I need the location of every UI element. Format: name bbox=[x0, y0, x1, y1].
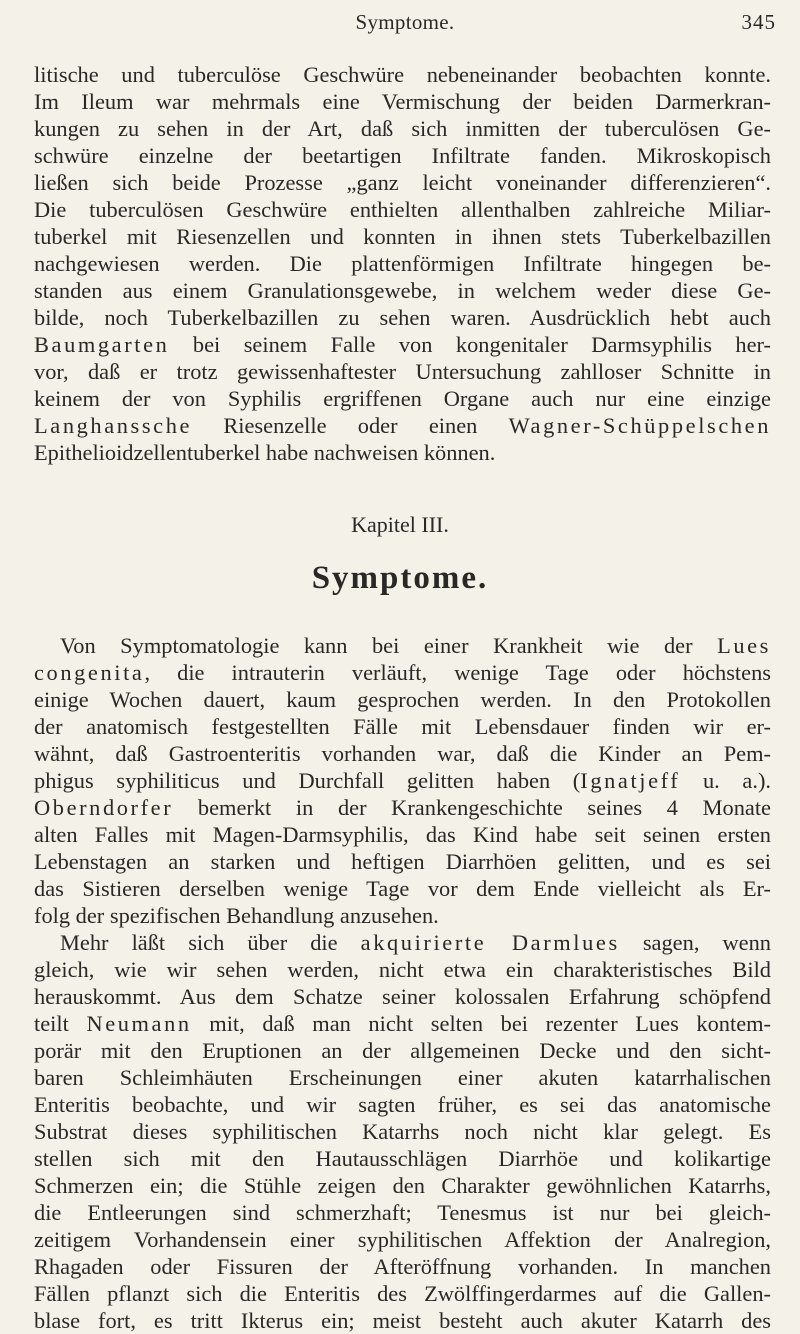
text-line: litische und tuberculöse Geschwüre nebeneinander beobachten konnte. bbox=[34, 62, 771, 87]
text-line: zeitigem Vorhandensein einer syphilitischen Affektion der Analregion, bbox=[34, 1227, 771, 1252]
spaced-term: akquirierte Darmlues bbox=[360, 930, 620, 955]
text-line: Lebenstagen an starken und heftigen Diarrhöen gelitten, und es sei bbox=[34, 849, 771, 874]
text-line: Mehr läßt sich über die akquirierte Darmlues sagen, wenn bbox=[60, 930, 771, 955]
author-name: Wagner-Schüppelschen bbox=[508, 413, 771, 438]
text-line: teilt Neumann mit, daß man nicht selten bei rezenter Lues kontem- bbox=[34, 1011, 772, 1036]
text-line: Im Ileum war mehrmals eine Vermischung der beiden Darmerkran- bbox=[34, 89, 771, 114]
author-name: Langhanssche bbox=[34, 413, 193, 438]
text-line: Substrat dieses syphilitischen Katarrhs noch nicht klar gelegt. Es bbox=[34, 1119, 771, 1144]
text-line: Die tuberculösen Geschwüre enthielten allenthalben zahlreiche Miliar- bbox=[34, 197, 771, 222]
author-name: Neumann bbox=[86, 1011, 192, 1036]
text-line: phigus syphiliticus und Durchfall gelitten haben (Ignatjeff u. a.). bbox=[34, 768, 772, 793]
text-line: Schmerzen ein; die Stühle zeigen den Charakter gewöhnlichen Katarrhs, bbox=[34, 1173, 771, 1198]
text-line: vor, daß er trotz gewissenhaftester Untersuchung zahlloser Schnitte in bbox=[34, 359, 771, 384]
text-line: das Sistieren derselben wenige Tage vor dem Ende vielleicht als Er- bbox=[34, 876, 771, 901]
text-line: wähnt, daß Gastroenteritis vorhanden war, daß die Kinder an Pem- bbox=[34, 741, 771, 766]
text-line: herauskommt. Aus dem Schatze seiner kolossalen Erfahrung schöpfend bbox=[34, 984, 771, 1009]
text-line: gleich, wie wir sehen werden, nicht etwa ein charakteristisches Bild bbox=[34, 957, 771, 982]
text-line: alten Falles mit Magen-Darmsyphilis, das Kind habe seit seinen ersten bbox=[34, 822, 771, 847]
page-number: 345 bbox=[741, 10, 776, 34]
text-line: congenita, die intrauterin verläuft, wenige Tage oder höchstens bbox=[34, 660, 771, 685]
text-line: Epithelioidzellentuberkel habe nachweisen können. bbox=[34, 440, 496, 465]
spaced-term: Lues bbox=[717, 633, 771, 658]
author-name: Baumgarten bbox=[34, 332, 170, 357]
text-line: folg der spezifischen Behandlung anzusehen. bbox=[34, 903, 439, 928]
text-line: Langhanssche Riesenzelle oder einen Wagner-Schüppelschen bbox=[34, 413, 771, 438]
text-line: keinem der von Syphilis ergriffenen Organe auch nur eine einzige bbox=[34, 386, 771, 411]
spaced-term: congenita bbox=[34, 660, 145, 685]
text-line: bilde, noch Tuberkelbazillen zu sehen waren. Ausdrücklich hebt auch bbox=[34, 305, 771, 330]
section-title: Symptome. bbox=[311, 560, 489, 596]
text-line: die Entleerungen sind schmerzhaft; Tenesmus ist nur bei gleich- bbox=[34, 1200, 771, 1225]
text-line: Von Symptomatologie kann bei einer Krankheit wie der Lues bbox=[60, 633, 771, 658]
text-line: stellen sich mit den Hautausschlägen Diarrhöe und kolikartige bbox=[34, 1146, 771, 1171]
author-name: Oberndorfer bbox=[34, 795, 174, 820]
author-name: Ignatjeff bbox=[580, 768, 681, 793]
text-line: einige Wochen dauert, kaum gesprochen werden. In den Protokollen bbox=[34, 687, 771, 712]
text-line: der anatomisch festgestellten Fälle mit Lebensdauer finden wir er- bbox=[34, 714, 771, 739]
text-line: Baumgarten bei seinem Falle von kongenitaler Darmsyphilis her- bbox=[34, 332, 771, 357]
text-line: baren Schleimhäuten Erscheinungen einer akuten katarrhalischen bbox=[34, 1065, 771, 1090]
text-line: nachgewiesen werden. Die plattenförmigen Infiltrate hingegen be- bbox=[34, 251, 771, 276]
text-line: Oberndorfer bemerkt in der Krankengeschichte seines 4 Monate bbox=[34, 795, 771, 820]
text-line: standen aus einem Granulationsgewebe, in welchem weder diese Ge- bbox=[34, 278, 771, 303]
text-line: Fällen pflanzt sich die Enteritis des Zwölffingerdarmes auf die Gallen- bbox=[34, 1281, 771, 1306]
text-line: schwüre einzelne der beetartigen Infiltrate fanden. Mikroskopisch bbox=[34, 143, 771, 168]
text-line: blase fort, es tritt Ikterus ein; meist besteht auch akuter Katarrh des bbox=[34, 1308, 771, 1333]
text-line: porär mit den Eruptionen an der allgemeinen Decke und den sicht- bbox=[34, 1038, 771, 1063]
text-line: Enteritis beobachte, und wir sagten früher, es sei das anatomische bbox=[34, 1092, 771, 1117]
chapter-label: Kapitel III. bbox=[351, 512, 449, 537]
running-head bbox=[34, 10, 776, 40]
text-line: kungen zu sehen in der Art, daß sich inmitten der tuberculösen Ge- bbox=[34, 116, 771, 141]
text-line: tuberkel mit Riesenzellen und konnten in ihnen stets Tuberkelbazillen bbox=[34, 224, 771, 249]
text-line: Rhagaden oder Fissuren der Afteröffnung vorhanden. In manchen bbox=[34, 1254, 771, 1279]
text-line: ließen sich beide Prozesse „ganz leicht voneinander differenzieren“. bbox=[34, 170, 771, 195]
running-title: Symptome. bbox=[355, 10, 455, 34]
